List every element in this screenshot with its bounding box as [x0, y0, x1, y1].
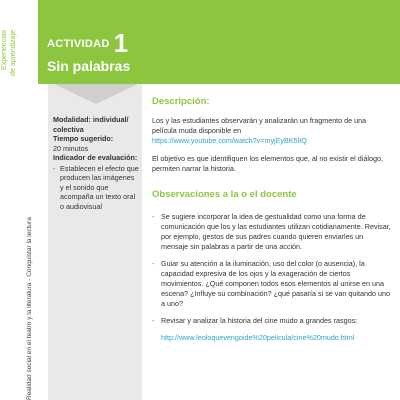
- description-para1-text: Los y las estudiantes observarán y analizarán un fragmento de una película muda disponible en: [152, 116, 367, 135]
- description-para1: [152, 116, 392, 146]
- section-label-line2: de aprendizaje: [10, 30, 17, 76]
- side-strip: [0, 0, 38, 400]
- description-title: Descripción:: [152, 96, 210, 107]
- info-box-arrow: [54, 84, 138, 104]
- observation-item: - Guiar su atención a la iluminación, uso del color (o ausencia), la capacidad expresiva de los ojos y la exageración de ciertos movimientos. ¿Qué componen todos esos elementos al unirse en una escena? ¿Influye su combinación? ¿qué pasaría si se van quitando uno a uno?: [152, 259, 392, 309]
- modalidad-label: Modalidad: individual/ colectiva: [53, 115, 129, 134]
- main-content: [152, 97, 392, 343]
- section-label: [0, 30, 20, 76]
- course-label: Realidad social en el teatro y la literatura - Conquistar la lectura: [26, 217, 33, 400]
- tiempo-value: 20 minutos: [53, 143, 89, 153]
- description-para2: El objetivo es que identifiquen los elementos que, al no existir el diálogo, permiten narrar la historia.: [152, 154, 383, 173]
- tiempo-label: Tiempo sugerido:: [53, 134, 114, 143]
- section-label-line1: Experiencias: [1, 30, 8, 71]
- activity-label-text: ACTIVIDAD: [47, 38, 110, 50]
- activity-number: 1: [113, 28, 129, 58]
- activity-title: Sin palabras: [47, 58, 131, 74]
- cine-mudo-link[interactable]: http://www.leoloquevengoide%20pelicula/cine%20mudo.html: [161, 333, 355, 342]
- observation-item: - Se sugiere incorporar la idea de gestualidad como una forma de comunicación que los y las estudiantes utilizan cotidianamente. Revisar, por ejemplo, gestos de sus padres cuando quieren enviarles un mensaje sin palabras a partir de una acción.: [152, 212, 392, 252]
- indicador-item: - Establecen el efecto que producen las imágenes y el sonido que acompaña un texto oral o audiovisual: [53, 164, 139, 212]
- indicador-label: Indicador de evaluación:: [53, 153, 138, 162]
- video-link[interactable]: https://www.youtube.com/watch?v=myjEyBK5lIQ: [152, 136, 307, 145]
- info-box-content: [53, 115, 139, 211]
- activity-label: [47, 28, 128, 59]
- observations-title: Observaciones a la o el docente: [152, 189, 297, 200]
- observation-item: - Revisar y analizar la historia del cine mudo a grandes rasgos:: [152, 316, 392, 326]
